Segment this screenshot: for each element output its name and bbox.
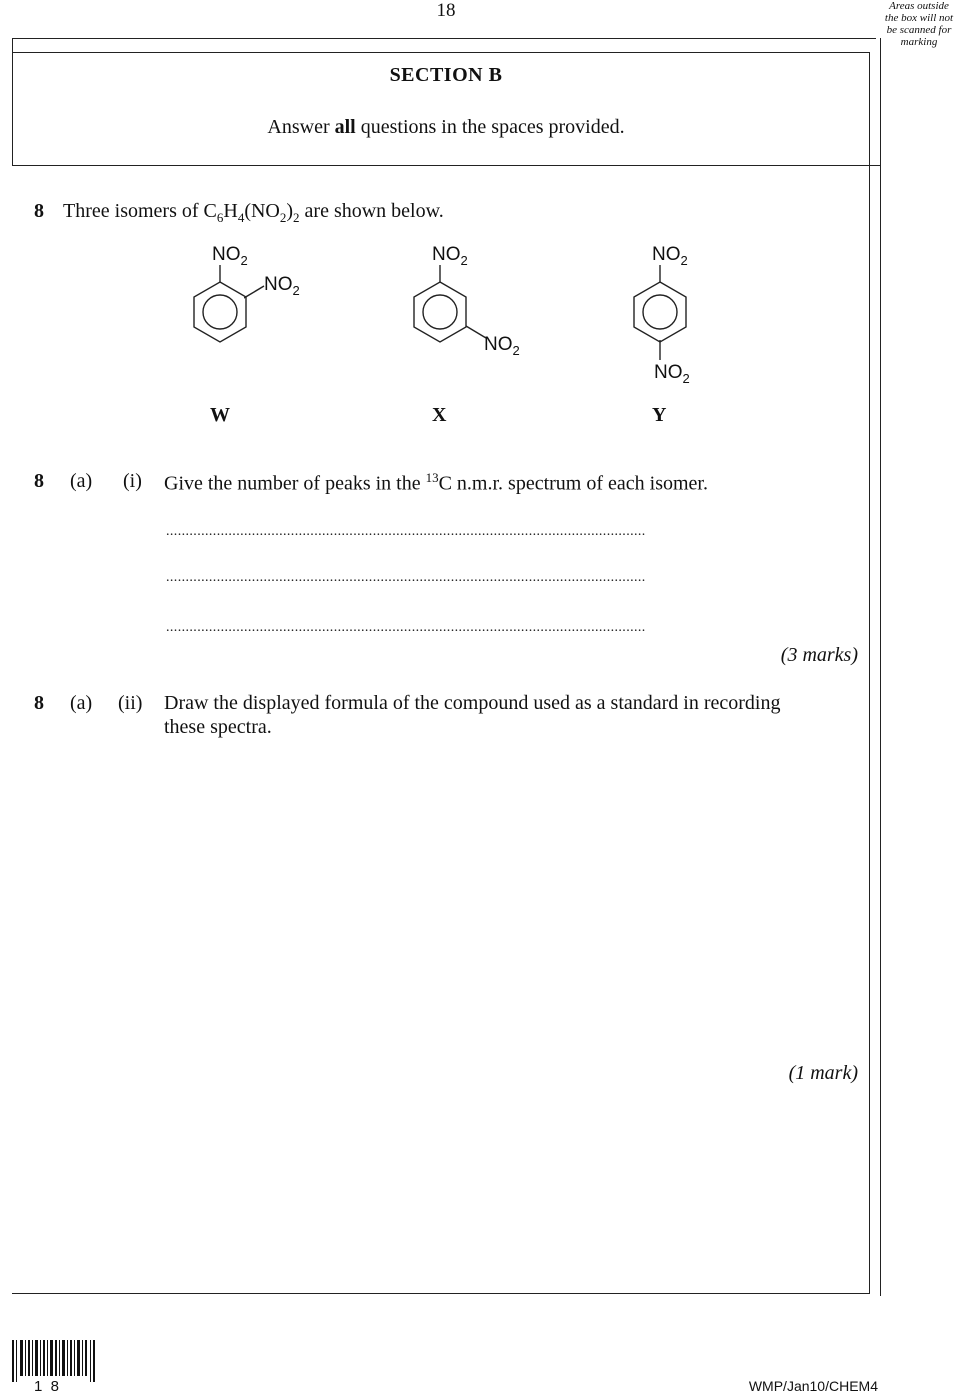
no2-label: $NO_2$: [652, 244, 688, 268]
no2-label: $NO_2$: [654, 362, 690, 386]
bond-w-1: [218, 265, 224, 285]
marks-label: (3 marks): [780, 644, 858, 666]
molecule-label-y: Y: [652, 404, 667, 426]
q8ai-part: (a): [70, 470, 93, 492]
q8aii-text-line1: Draw the displayed formula of the compound used as a standard in recording: [164, 692, 781, 714]
margin-rule-left: [869, 52, 870, 1294]
margin-note: Areas outside the box will not be scanned for marking: [884, 0, 954, 48]
no2-label: $NO_2$: [484, 334, 520, 358]
section-title: SECTION B: [389, 64, 503, 86]
q8ai-question: [34, 470, 44, 493]
answer-box-bottom-border: [12, 165, 880, 166]
paper-code: WMP/Jan10/CHEM4: [748, 1378, 878, 1394]
section-instruction: Answer all questions in the spaces provided.: [267, 116, 625, 138]
molecule-label-x: X: [432, 404, 447, 426]
no2-label: $NO_2$: [432, 244, 468, 268]
answer-box-top-border: [12, 52, 870, 53]
answer-line[interactable]: ...........................................................................................................................: [166, 570, 646, 585]
answer-line[interactable]: ...........................................................................................................................: [166, 620, 646, 635]
molecule-label-w: W: [210, 404, 230, 426]
bond-y-2: [658, 340, 664, 362]
bottom-rule: [12, 1293, 870, 1294]
answer-box-left-border: [12, 38, 13, 166]
drawing-answer-area[interactable]: [164, 750, 854, 1050]
bond-x-1: [438, 265, 444, 285]
question-number: 8: [34, 470, 44, 492]
margin-rule-right: [880, 38, 881, 1296]
barcode: [12, 1340, 96, 1382]
top-rule: [12, 38, 876, 39]
no2-label: $NO_2$: [264, 274, 300, 298]
q8aii-text-line2: these spectra.: [164, 716, 272, 738]
answer-line[interactable]: ...........................................................................................................................: [166, 524, 646, 539]
q8aii-subpart: (ii): [118, 692, 143, 714]
no2-label: $NO_2$: [212, 244, 248, 268]
barcode-digits: 1 8: [34, 1378, 60, 1395]
marks-label: (1 mark): [788, 1062, 858, 1084]
benzene-ring-y: [626, 276, 698, 350]
q8ai-text: Give the number of peaks in the $^{13}$C n.m.r. spectrum of each isomer.: [164, 470, 708, 495]
q8aii-question: [34, 692, 44, 715]
question-number: 8: [34, 200, 44, 222]
q8-intro: 8 Three isomers of $C_6H_4(NO_2)_2$ are shown below.: [34, 200, 444, 225]
page-number: 18: [436, 0, 456, 21]
q8aii-part: (a): [70, 692, 93, 714]
bond-y-1: [658, 265, 664, 285]
q8ai-subpart: (i): [123, 470, 142, 492]
question-number: 8: [34, 692, 44, 714]
